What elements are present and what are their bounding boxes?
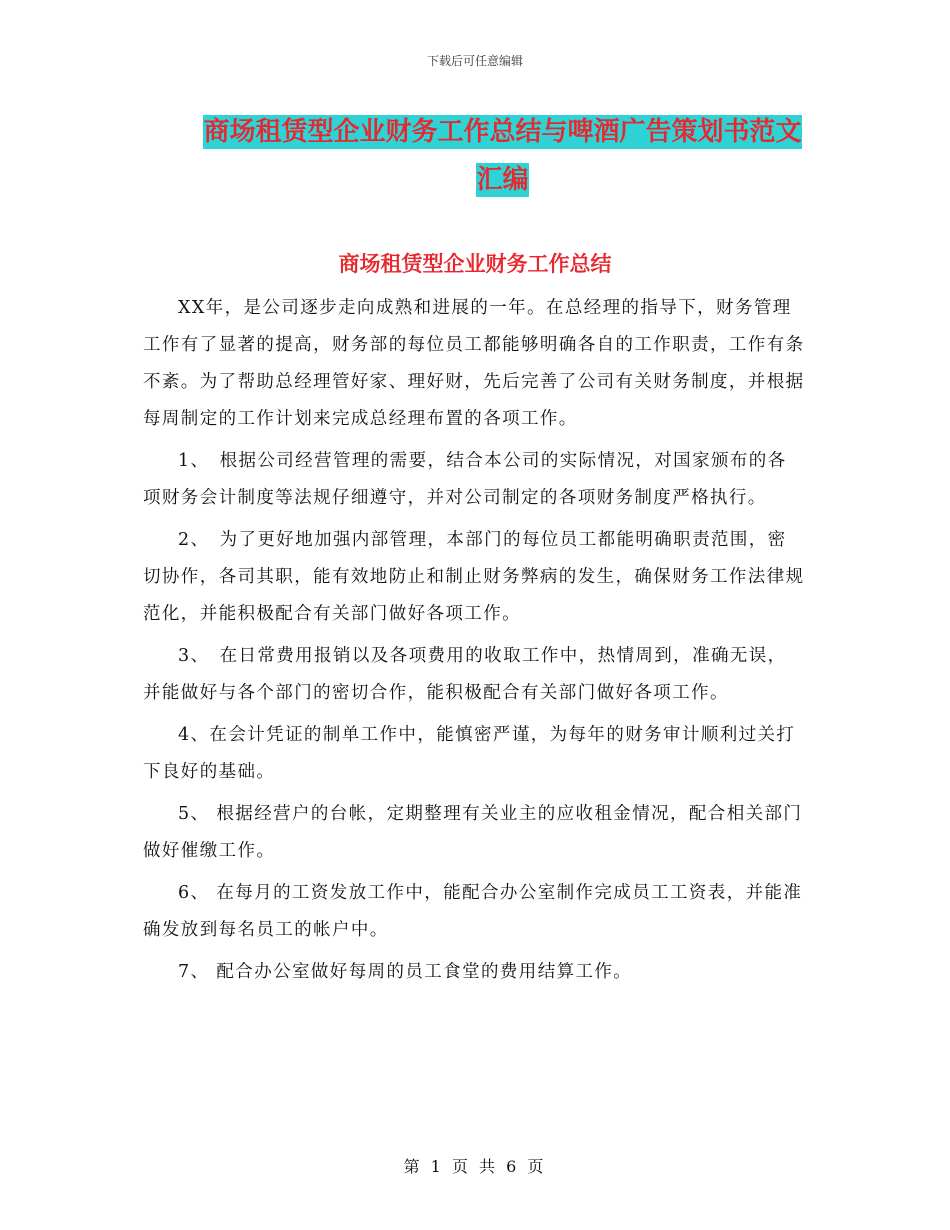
paragraph-item-3: 3、 在日常费用报销以及各项费用的收取工作中，热情周到，准确无误，并能做好与各个部门的密切合作，能积极配合有关部门做好各项工作。 xyxy=(143,646,787,703)
document-title xyxy=(190,108,815,204)
body-text xyxy=(143,290,805,991)
page-number-footer: 第 1 页 共 6 页 xyxy=(403,1157,547,1176)
document-title-line1: 商场租赁型企业财务工作总结与啤酒广告策划书范文 xyxy=(203,117,802,147)
paragraph-item-6: 6、 在每月的工资发放工作中，能配合办公室制作完成员工工资表，并能准确发放到每名员工的帐户中。 xyxy=(143,883,803,940)
paragraph-item-5: 5、 根据经营户的台帐，定期整理有关业主的应收租金情况，配合相关部门做好催缴工作。 xyxy=(143,804,803,861)
paragraph-item-2: 2、 为了更好地加强内部管理，本部门的每位员工都能明确职责范围，密切协作，各司其职，能有效地防止和制止财务弊病的发生，确保财务工作法律规范化，并能积极配合有关部门做好各项工作。 xyxy=(143,530,805,624)
paragraph-item-7: 7、 配合办公室做好每周的员工食堂的费用结算工作。 xyxy=(178,962,633,982)
paragraph-item-1: 1、 根据公司经营管理的需要，结合本公司的实际情况，对国家颁布的各项财务会计制度等法规仔细遵守，并对公司制定的各项财务制度严格执行。 xyxy=(143,451,787,508)
paragraph-item-4: 4、在会计凭证的制单工作中，能慎密严谨，为每年的财务审计顺利过关打下良好的基础。 xyxy=(143,725,796,782)
header-note: 下载后可任意编辑 xyxy=(426,54,523,68)
paragraph-intro: XX年，是公司逐步走向成熟和进展的一年。在总经理的指导下，财务管理工作有了显著的提高，财务部的每位员工都能够明确各自的工作职责，工作有条不紊。为了帮助总经理管好家、理好财，先后完善了公司有关财务制度，并根据每周制定的工作计划来完成总经理布置的各项工作。 xyxy=(143,298,805,429)
document-title-line2: 汇编 xyxy=(476,165,529,195)
section-title: 商场租赁型企业财务工作总结 xyxy=(338,252,612,276)
